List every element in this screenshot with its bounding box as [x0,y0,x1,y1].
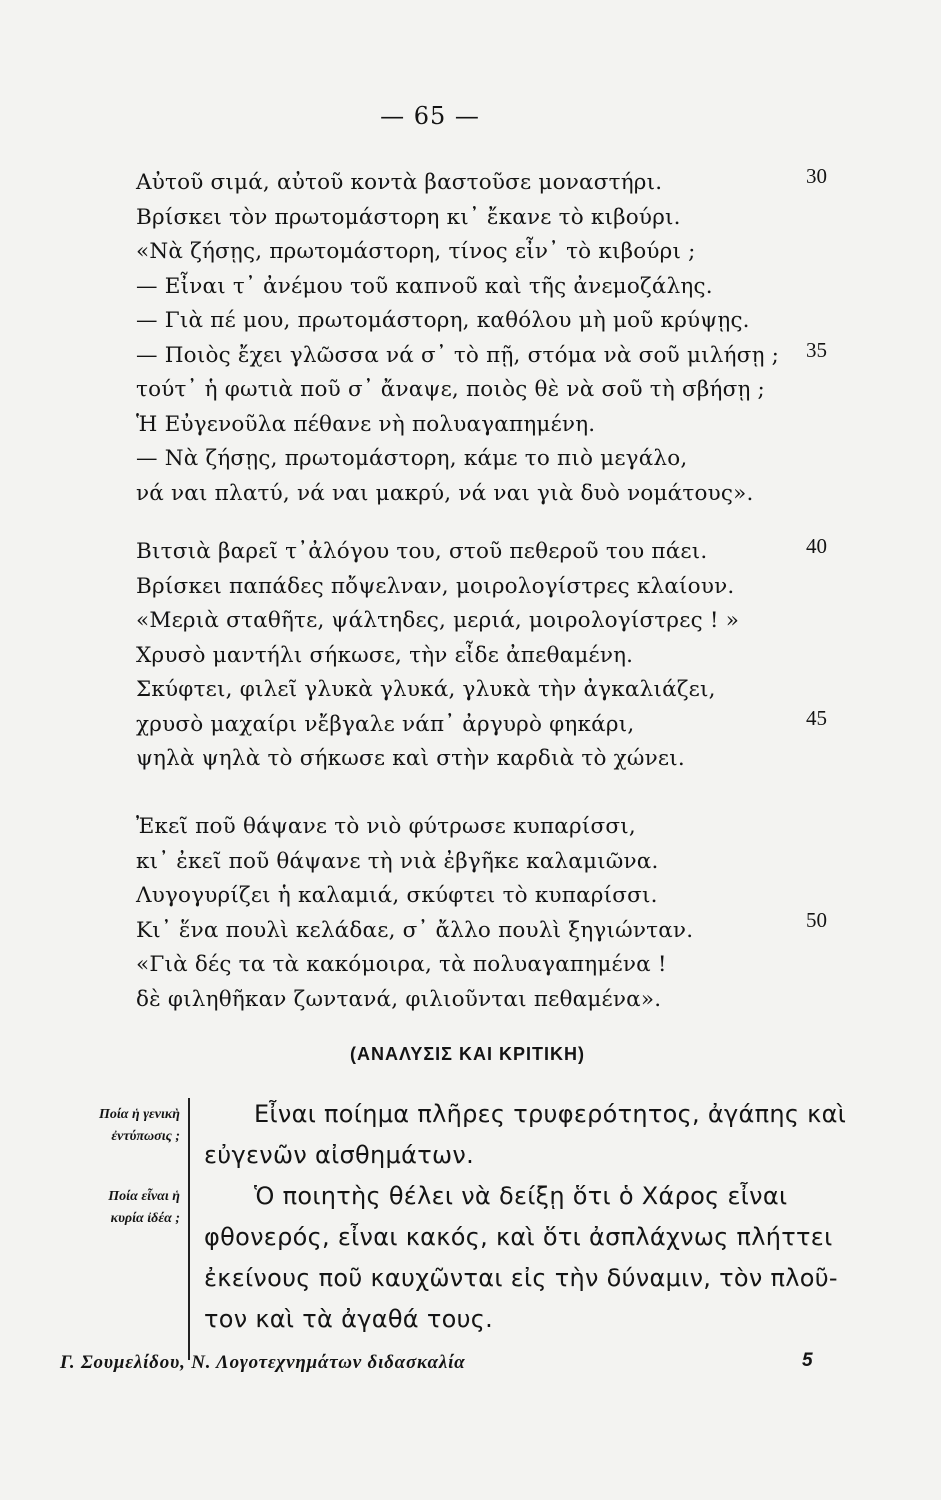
poem-stanza-3 [136,810,836,1017]
margin-note-general-impression [30,1104,180,1148]
analysis-heading: (ΑΝΑΛΥΣΙΣ ΚΑΙ ΚΡΙΤΙΚΗ) [350,1044,585,1064]
margin-note-line: Ποία εἶναι ἡ [108,1189,180,1204]
poem-line: δὲ φιληθῆκαν ζωντανά, φιλιοῦνται πεθαμένα». [136,986,662,1012]
poem-line: ψηλὰ ψηλὰ τὸ σήκωσε καὶ στὴν καρδιὰ τὸ χώνει. [136,746,685,771]
poem-line: — Γιὰ πέ μου, πρωτομάστορη, καθόλου μὴ μοῦ κρύψῃς. [136,308,750,333]
poem-stanza-1 [136,166,836,511]
poem-line: Χρυσὸ μαντήλι σήκωσε, τὴν εἶδε ἀπεθαμένη. [136,642,634,668]
margin-note-line: Ποία ἡ γενικὴ [99,1107,180,1122]
analysis-line: τον καὶ τὰ ἀγαθά τους. [204,1305,494,1333]
line-number: 30 [806,164,827,188]
poem-line: — Νὰ ζήσῃς, πρωτομάστορη, κάμε το πιὸ μεγάλο, [136,446,688,471]
poem-line: Βιτσιὰ βαρεῖ τ᾽ἀλόγου του, στοῦ πεθεροῦ του πάει. [136,539,708,564]
poem-line: «Γιὰ δές τα τὰ κακόμοιρα, τὰ πολυαγαπημένα ! [136,952,667,977]
poem-line: Λυγογυρίζει ἡ καλαμιά, σκύφτει τὸ κυπαρίσσι. [136,883,658,908]
poem-line: — Εἶναι τ᾽ ἀνέμου τοῦ καπνοῦ καὶ τῆς ἀνεμοζάλης. [136,273,713,299]
line-number: 45 [806,706,827,730]
poem-line: τούτ᾽ ἡ φωτιὰ ποῦ σ᾽ ἄναψε, ποιὸς θὲ νὰ σοῦ τὴ σβήσῃ ; [136,377,765,402]
analysis-line: φθονερός, εἶναι κακός, καὶ ὅτι ἀσπλάχνως πλήττει [204,1223,833,1251]
analysis-line: Εἶναι ποίημα πλῆρες τρυφερότητος, ἀγάπης καὶ [254,1100,847,1128]
poem-line: Σκύφτει, φιλεῖ γλυκὰ γλυκά, γλυκὰ τὴν ἀγκαλιάζει, [136,677,716,702]
margin-divider [188,1098,190,1360]
poem-line: Βρίσκει τὸν πρωτομάστορη κι᾽ ἔκανε τὸ κιβούρι. [136,204,681,230]
poem-line: «Νὰ ζήσῃς, πρωτομάστορη, τίνος εἶν᾽ τὸ κιβούρι ; [136,239,696,264]
page-number: — 65 — [380,102,480,130]
poem-line: χρυσὸ μαχαίρι νἔβγαλε νάπ᾽ ἀργυρὸ φηκάρι, [136,711,635,737]
poem-line: Κι᾽ ἕνα πουλὶ κελάδαε, σ᾽ ἄλλο πουλὶ ξηγιώνταν. [136,917,694,943]
poem-line: Ἡ Εὐγενοῦλα πέθανε νὴ πολυαγαπημένη. [136,411,596,437]
analysis-text [204,1094,856,1340]
line-number: 50 [806,908,827,932]
signature-mark: 5 [802,1350,813,1371]
poem-line: — Ποιὸς ἔχει γλῶσσα νά σ᾽ τὸ πῇ, στόμα νὰ σοῦ μιλήσῃ ; [136,342,780,368]
margin-note-line: ἐντύπωσις ; [111,1129,180,1144]
margin-note-main-idea [30,1186,180,1230]
poem-stanza-2 [136,535,836,777]
analysis-line: ἐκείνους ποῦ καυχῶνται εἰς τὴν δύναμιν, τὸν πλοῦ- [204,1264,838,1292]
analysis-line: Ὁ ποιητὴς θέλει νὰ δείξῃ ὅτι ὁ Χάρος εἶναι [254,1182,788,1210]
poem-line: «Μεριὰ σταθῆτε, ψάλτηδες, μεριά, μοιρολογίστρες ! » [136,608,740,633]
line-number: 40 [806,534,827,558]
poem-line: κι᾽ ἐκεῖ ποῦ θάψανε τὴ νιὰ ἐβγῆκε καλαμιῶνα. [136,848,659,874]
poem-line: Βρίσκει παπάδες πὄψελναν, μοιρολογίστρες κλαίουν. [136,573,735,599]
margin-note-line: κυρία ἰδέα ; [110,1211,180,1226]
line-number: 35 [806,338,827,362]
poem-line: Αὐτοῦ σιμά, αὐτοῦ κοντὰ βαστοῦσε μοναστήρι. [136,170,663,195]
footer-source: Γ. Σουμελίδου, Ν. Λογοτεχνημάτων διδασκαλία [60,1352,466,1373]
poem-line: νά ναι πλατύ, νά ναι μακρύ, νά ναι γιὰ δυὸ νομάτους». [136,480,754,506]
analysis-line: εὐγενῶν αἰσθημάτων. [204,1141,474,1169]
poem-line: Ἐκεῖ ποῦ θάψανε τὸ νιὸ φύτρωσε κυπαρίσσι, [136,814,636,839]
